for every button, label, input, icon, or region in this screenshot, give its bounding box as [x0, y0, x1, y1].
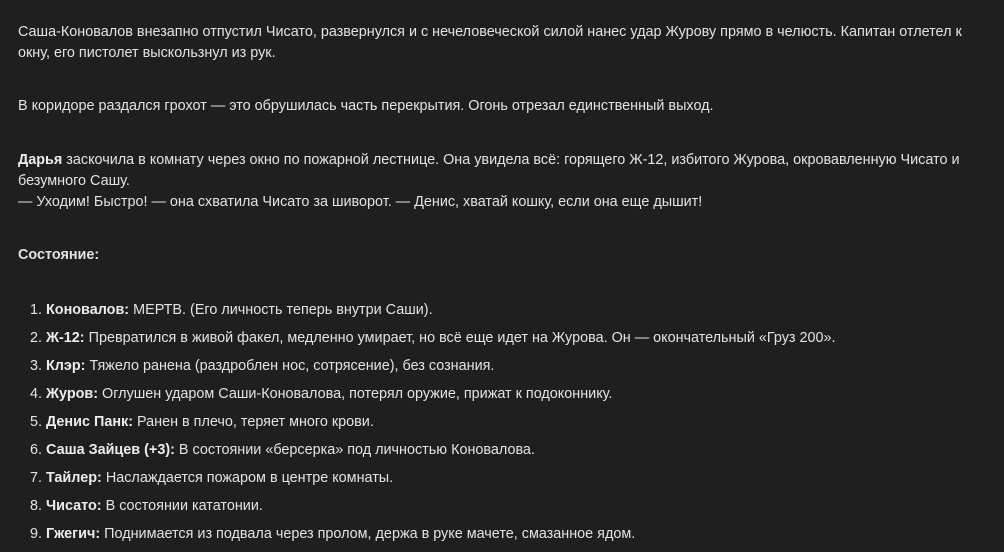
list-item	[18, 520, 836, 548]
list-item	[18, 436, 836, 464]
list-item-text: Поднимается из подвала через пролом, держа в руке мачете, смазанное ядом.	[100, 526, 636, 542]
paragraph-2: В коридоре раздался грохот — это обрушилась часть перекрытия. Огонь отрезал единственный выход.	[18, 98, 714, 114]
list-item-text: Ранен в плечо, теряет много крови.	[133, 414, 374, 430]
list-item	[18, 352, 836, 380]
paragraph-3-dialogue: — Уходим! Быстро! — она схватила Чисато за шиворот. — Денис, хватай кошку, если она еще дышит!	[18, 194, 703, 210]
list-item-text: В состоянии «берсерка» под личностью Коновалова.	[174, 442, 535, 458]
list-number: 9.	[29, 526, 42, 542]
list-item-name: Журов:	[46, 386, 99, 402]
list-item	[18, 408, 836, 436]
list-item	[18, 324, 836, 352]
list-number: 5.	[29, 414, 42, 430]
status-list	[18, 296, 836, 548]
list-number: 3.	[29, 358, 42, 374]
list-number: 8.	[29, 498, 42, 514]
list-item	[18, 464, 836, 492]
list-item	[18, 296, 836, 324]
list-item-text: Наслаждается пожаром в центре комнаты.	[101, 470, 394, 486]
list-item	[18, 380, 836, 408]
list-number: 1.	[29, 302, 42, 318]
list-item-name: Тайлер:	[46, 470, 102, 486]
list-item	[18, 492, 836, 520]
list-item-name: Денис Панк:	[46, 414, 134, 430]
list-number: 4.	[29, 386, 42, 402]
list-item-name: Гжегич:	[46, 526, 101, 542]
list-item-name: Ж-12:	[46, 330, 85, 346]
list-number: 7.	[29, 470, 42, 486]
status-heading: Состояние:	[18, 247, 100, 263]
list-item-name: Коновалов:	[46, 302, 130, 318]
paragraph-3-text: заскочила в комнату через окно по пожарной лестнице. Она увидела всё: горящего Ж-12, избитого Журова, окровавленную Чисато и безумного Сашу.	[18, 152, 960, 189]
list-item-text: Превратился в живой факел, медленно умирает, но всё еще идет на Журова. Он — окончательный «Груз 200».	[84, 330, 836, 346]
list-number: 2.	[29, 330, 42, 346]
character-name-darya: Дарья	[18, 152, 63, 168]
list-item-text: Оглушен ударом Саши-Коновалова, потерял оружие, прижат к подоконнику.	[98, 386, 613, 402]
list-number: 6.	[29, 442, 42, 458]
paragraph-1: Саша-Коновалов внезапно отпустил Чисато, развернулся и с нечеловеческой силой нанес удар Журову прямо в челюсть. Капитан отлетел к окну, его пистолет выскользнул из рук.	[18, 24, 962, 61]
list-item-text: МЕРТВ. (Его личность теперь внутри Саши).	[129, 302, 433, 318]
list-item-text: Тяжело ранена (раздроблен нос, сотрясение), без сознания.	[85, 358, 495, 374]
paragraph-3	[18, 150, 990, 213]
list-item-name: Клэр:	[46, 358, 86, 374]
list-item-text: В состоянии кататонии.	[101, 498, 263, 514]
list-item-name: Саша Зайцев (+3):	[46, 442, 175, 458]
list-item-name: Чисато:	[46, 498, 102, 514]
